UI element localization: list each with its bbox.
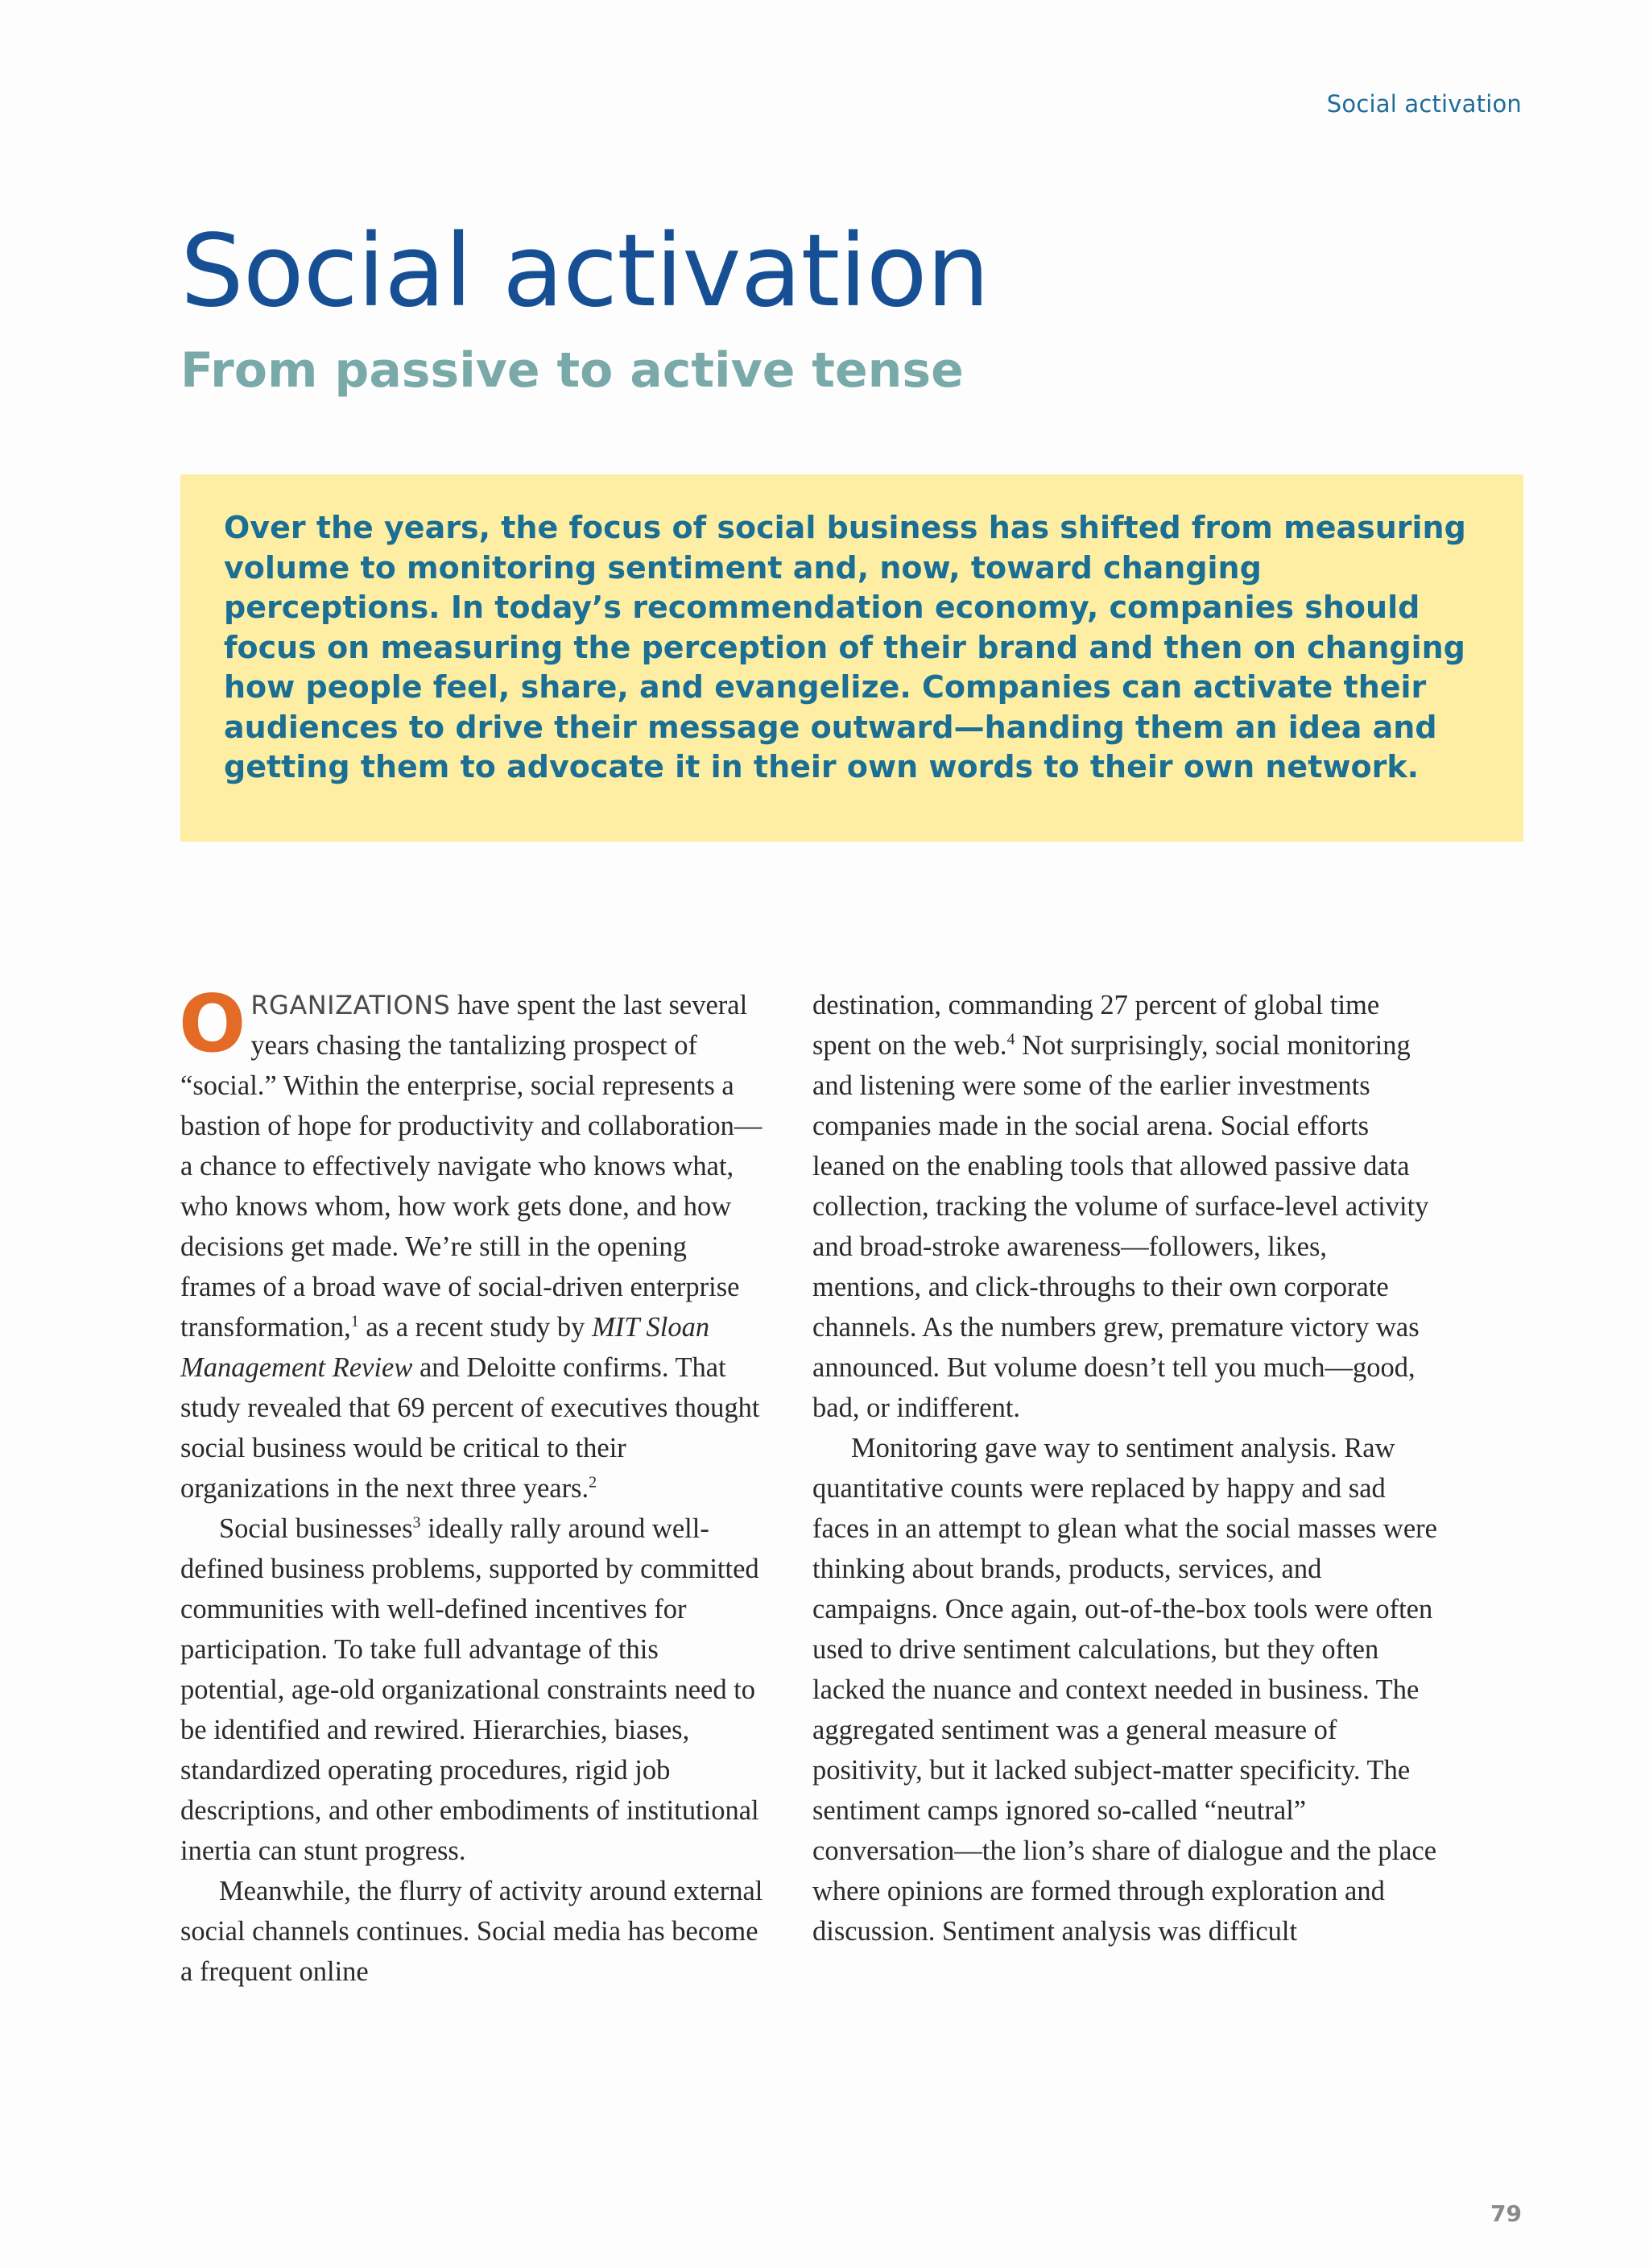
- lead-word-smallcaps: RGANIZATIONS: [250, 990, 451, 1020]
- running-head: Social activation: [1326, 90, 1522, 118]
- paragraph-text: Social businesses: [219, 1513, 413, 1544]
- paragraph-text: Not surprisingly, social monitoring and listening were some of the earlier investments companies made in the social arena. Social efforts leaned on the enabling tools that allowed passive data collection, tracking the volume of surface-level activity and broad-stroke awareness—followers, likes, mentions, and click-throughs to their own corporate channels. As the numbers grew, premature victory was announced. But volume doesn’t tell you much—good, bad, or indifferent.: [812, 1030, 1429, 1423]
- callout-box: [180, 474, 1523, 842]
- paragraph-text: as a recent study by: [358, 1312, 593, 1343]
- right-column: [812, 985, 1440, 1951]
- body-paragraph-2: [180, 1509, 764, 1871]
- paragraph-text: and Deloitte confirms. That study revealed that 69 percent of executives thought social business would be critical to their organizations in the next three years.: [180, 1352, 760, 1504]
- drop-cap: O: [179, 979, 246, 1070]
- left-column: [179, 979, 764, 1992]
- page-subtitle: From passive to active tense: [180, 342, 964, 399]
- body-paragraph-5: Monitoring gave way to sentiment analysis. Raw quantitative counts were replaced by happy and sad faces in an attempt to glean what the social masses were thinking about brands, products, services, and campaigns. Once again, out-of-the-box tools were often used to drive sentiment calculations, but they often lacked the nuance and context needed in business. The aggregated sentiment was a general measure of positivity, but it lacked subject-matter specificity. The sentiment camps ignored so-called “neutral” conversation—the lion’s share of dialogue and the place where opinions are formed through exploration and discussion. Sentiment analysis was difficult: [812, 1433, 1437, 1947]
- footnote-ref-4: 4: [1006, 1030, 1015, 1049]
- publication-title: MIT Sloan Management Review: [180, 1312, 710, 1383]
- footnote-ref-2: 2: [589, 1473, 597, 1492]
- footnote-ref-3: 3: [412, 1513, 421, 1532]
- body-paragraph-3: Meanwhile, the flurry of activity around external social channels continues. Social media has become a frequent online: [180, 1876, 763, 1987]
- page-number: 79: [1490, 2200, 1522, 2227]
- paragraph-text: have spent the last several years chasing the tantalizing prospect of “social.” Within the enterprise, social represents a bastion of hope for productivity and collaboration—a chance to effectively navigate who knows what, who knows whom, how work gets done, and how decisions get made. We’re still in the opening frames of a broad wave of social-driven enterprise transformation,: [180, 990, 763, 1343]
- page-title: Social activation: [180, 213, 990, 329]
- footnote-ref-1: 1: [350, 1312, 359, 1331]
- body-paragraph-4: [812, 985, 1440, 1428]
- body-paragraph-1: [179, 979, 764, 1509]
- paragraph-text: ideally rally around well-defined business problems, supported by committed communities with well-defined incentives for participation. To take full advantage of this potential, age-old organizational constraints need to be identified and rewired. Hierarchies, biases, standardized operating procedures, rigid job descriptions, and other embodiments of institutional inertia can stunt progress.: [180, 1513, 759, 1866]
- callout-text: Over the years, the focus of social business has shifted from measuring volume to monitoring sentiment and, now, toward changing perceptions. In today’s recommendation economy, companies should focus on measuring the perception of their brand and then on changing how people feel, share, and evangelize. Companies can activate their audiences to drive their message outward—handing them an idea and getting them to advocate it in their own words to their own network.: [224, 510, 1466, 784]
- paragraph-text: destination, commanding 27 percent of global time spent on the web.: [812, 990, 1380, 1061]
